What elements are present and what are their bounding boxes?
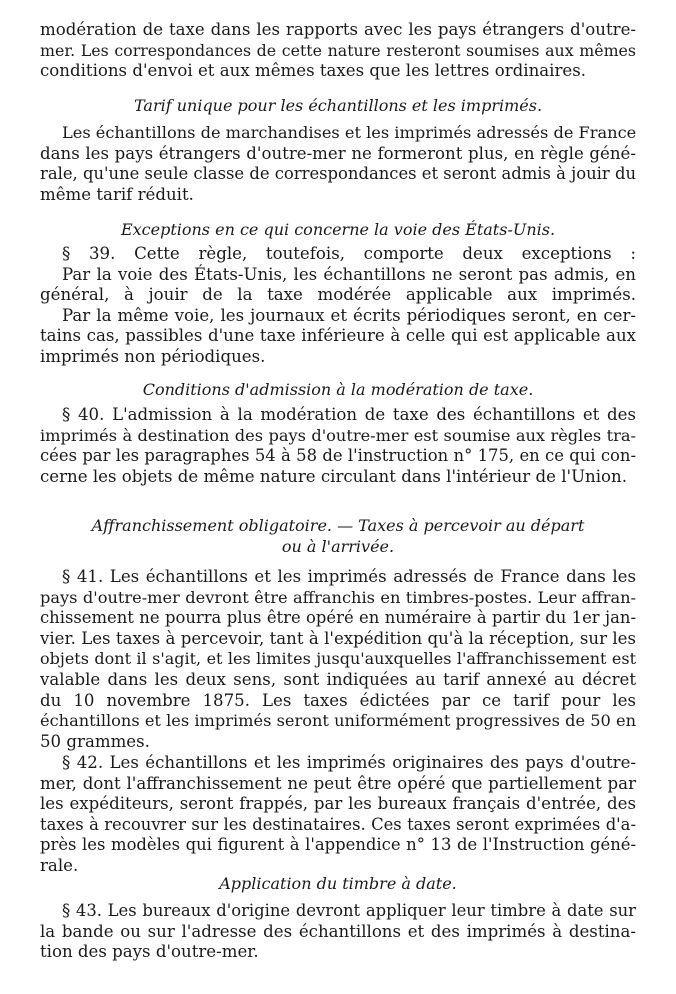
text-line: Affranchissement obligatoire. — Taxes à percevoir au départ	[91, 516, 585, 535]
text-line: près les modèles qui figurent à l'appendice n° 13 de l'Instruction géné-	[40, 835, 636, 855]
text-line: 50 grammes.	[40, 731, 150, 751]
text-line: § 41. Les échantillons et les imprimés adressés de France dans les	[62, 567, 636, 586]
text-line: § 42. Les échantillons et les imprimés originaires des pays d'outre-	[62, 753, 636, 772]
text-line: valable dans les deux sens, sont indiquées au tarif annexé au décret	[40, 669, 636, 689]
heading-exceptions-etats-unis	[40, 220, 636, 241]
text-line: Conditions d'admission à la modération de taxe.	[142, 380, 534, 399]
paragraph-section-42	[40, 753, 636, 877]
text-line: Exceptions en ce qui concerne la voie des États-Unis.	[120, 220, 556, 239]
text-line: imprimés à destination des pays d'outre-mer est soumise aux règles tra-	[40, 425, 636, 445]
text-line: vier. Les taxes à percevoir, tant à l'expédition qu'à la réception, sur les	[40, 628, 636, 648]
text-line: tains cas, passibles d'une taxe inférieure à celle qui est applicable aux	[40, 326, 636, 346]
heading-tarif-unique	[40, 96, 636, 117]
text-line: la bande ou sur l'adresse des échantillons et des imprimés à destina-	[40, 921, 636, 941]
heading-conditions-admission	[40, 380, 636, 401]
text-line: ou à l'arrivée.	[281, 536, 395, 556]
text-line: cerne les objets de même nature circulant dans l'intérieur de l'Union.	[40, 466, 628, 486]
text-line: rale, qu'une seule classe de correspondances et seront admis à jouir du	[40, 164, 636, 184]
text-line: pays d'outre-mer devront être affranchis en timbres-postes. Leur affran-	[40, 587, 636, 607]
text-line: taxes à recouvrer sur les destinataires. Ces taxes seront exprimées d'a-	[40, 814, 636, 834]
text-line: Par la voie des États-Unis, les échantillons ne seront pas admis, en	[62, 264, 636, 284]
text-line: imprimés non périodiques.	[40, 346, 266, 366]
text-line: même tarif réduit.	[40, 184, 194, 204]
text-line: § 43. Les bureaux d'origine devront appliquer leur timbre à date sur	[62, 901, 636, 920]
text-line: Les échantillons de marchandises et les imprimés adressés de France	[62, 123, 637, 142]
text-line: mer, dont l'affranchissement ne peut être opéré que partiellement par	[40, 773, 636, 793]
paragraph-section-40	[40, 405, 636, 487]
text-line: Par la même voie, les journaux et écrits périodiques seront, en cer-	[62, 305, 636, 325]
paragraph-intro	[40, 20, 636, 82]
text-line: cées par les paragraphes 54 à 58 de l'instruction n° 175, en ce qui con-	[40, 446, 636, 466]
text-line: général, à jouir de la taxe modérée applicable aux imprimés.	[40, 285, 636, 305]
text-line: du 10 novembre 1875. Les taxes édictées par ce tarif pour les	[40, 690, 636, 710]
text-line: Application du timbre à date.	[219, 874, 457, 893]
text-line: conditions d'envoi et aux mêmes taxes que les lettres ordinaires.	[40, 61, 586, 81]
heading-affranchissement-obligatoire	[40, 516, 636, 557]
text-line: § 40. L'admission à la modération de taxe des échantillons et des	[62, 405, 636, 424]
paragraph-section-39	[40, 244, 636, 368]
paragraph-section-43	[40, 901, 636, 963]
text-line: chissement ne pourra plus être opéré en numéraire à partir du 1er jan-	[40, 608, 636, 628]
text-line: § 39. Cette règle, toutefois, comporte deux exceptions :	[62, 244, 636, 263]
paragraph-section-41	[40, 567, 636, 752]
heading-timbre-a-date	[40, 874, 636, 895]
text-line: modération de taxe dans les rapports avec les pays étrangers d'outre-	[40, 20, 636, 39]
text-line: rale.	[40, 855, 79, 875]
text-line: mer. Les correspondances de cette nature resteront soumises aux mêmes	[40, 40, 636, 60]
text-line: dans les pays étrangers d'outre-mer ne formeront plus, en règle géné-	[40, 143, 636, 163]
text-line: les expéditeurs, seront frappés, par les bureaux français d'entrée, des	[40, 794, 636, 814]
text-line: Tarif unique pour les échantillons et les imprimés.	[133, 96, 543, 115]
paragraph-tarif-unique	[40, 123, 636, 205]
text-line: échantillons et les imprimés seront uniformément progressives de 50 en	[40, 711, 636, 731]
text-line: tion des pays d'outre-mer.	[40, 942, 259, 962]
text-line: objets dont il s'agit, et les limites jusqu'auxquelles l'affranchissement est	[40, 649, 636, 669]
